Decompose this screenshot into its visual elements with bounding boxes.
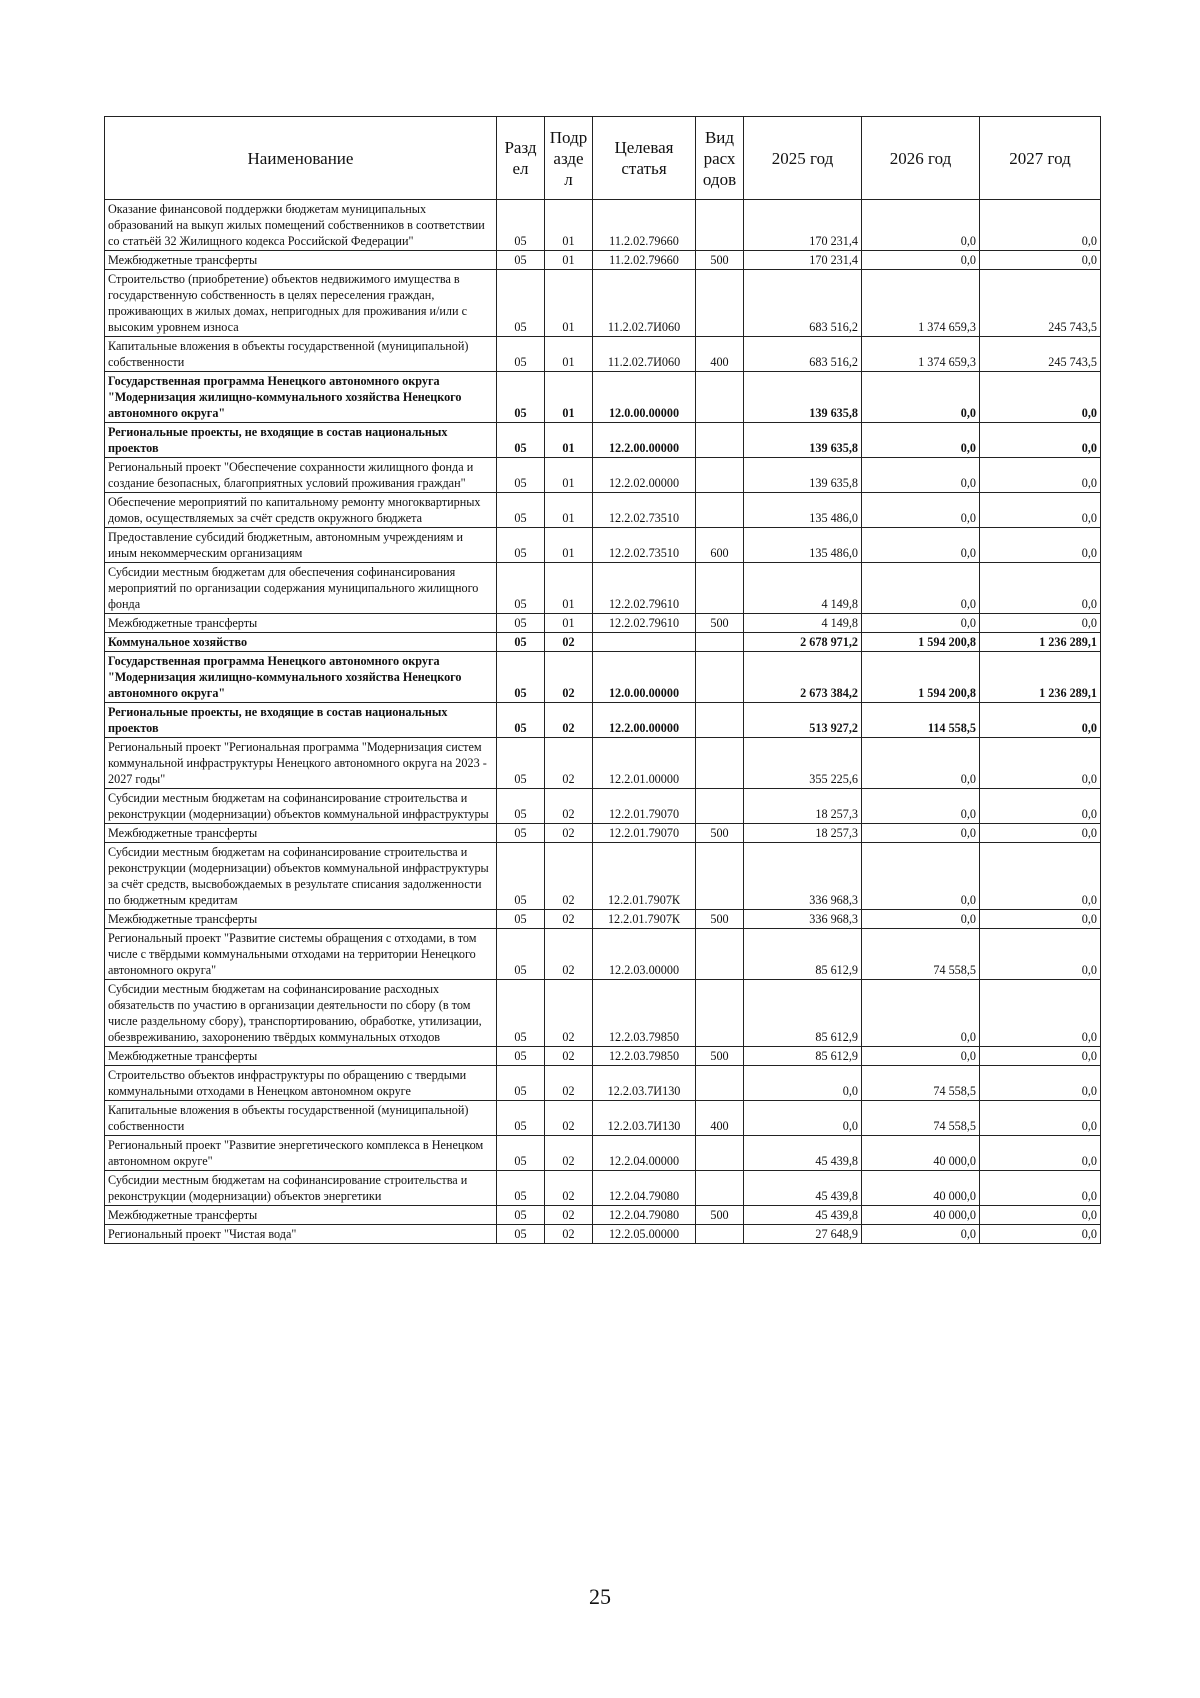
cell-target-article: 12.2.03.00000 (593, 929, 696, 980)
cell-year-2025: 45 439,8 (744, 1206, 862, 1225)
cell-target-article: 12.2.03.79850 (593, 980, 696, 1047)
cell-target-article: 12.2.02.79610 (593, 614, 696, 633)
header-year-2027: 2027 год (980, 117, 1101, 200)
table-row (105, 633, 1101, 652)
table-row (105, 980, 1101, 1047)
cell-expense-type (696, 423, 744, 458)
cell-razdel: 05 (497, 789, 545, 824)
table-row (105, 372, 1101, 423)
cell-year-2026: 0,0 (862, 614, 980, 633)
table-row (105, 1066, 1101, 1101)
cell-name: Строительство (приобретение) объектов недвижимого имущества в государственную собственность в целях переселения граждан, проживающих в жилых домах, непригодных для проживания и/или с высоким уровнем износа (105, 270, 497, 337)
cell-expense-type (696, 843, 744, 910)
cell-name: Межбюджетные трансферты (105, 251, 497, 270)
cell-year-2026: 74 558,5 (862, 1066, 980, 1101)
cell-name: Региональные проекты, не входящие в состав национальных проектов (105, 423, 497, 458)
cell-year-2025: 0,0 (744, 1101, 862, 1136)
cell-year-2025: 139 635,8 (744, 423, 862, 458)
cell-expense-type: 500 (696, 824, 744, 843)
cell-name: Субсидии местным бюджетам для обеспечения софинансирования мероприятий по организации содержания муниципального жилищного фонда (105, 563, 497, 614)
table-row (105, 563, 1101, 614)
table-row (105, 614, 1101, 633)
cell-year-2027: 0,0 (980, 493, 1101, 528)
cell-year-2027: 0,0 (980, 910, 1101, 929)
cell-year-2025: 336 968,3 (744, 910, 862, 929)
cell-year-2026: 40 000,0 (862, 1206, 980, 1225)
cell-year-2026: 0,0 (862, 493, 980, 528)
cell-podrazdel: 02 (545, 738, 593, 789)
cell-year-2027: 0,0 (980, 458, 1101, 493)
cell-year-2026: 0,0 (862, 423, 980, 458)
cell-year-2027: 0,0 (980, 738, 1101, 789)
cell-razdel: 05 (497, 1136, 545, 1171)
cell-razdel: 05 (497, 372, 545, 423)
cell-year-2025: 2 673 384,2 (744, 652, 862, 703)
cell-target-article: 11.2.02.79660 (593, 200, 696, 251)
header-year-2026: 2026 год (862, 117, 980, 200)
cell-podrazdel: 01 (545, 337, 593, 372)
cell-expense-type: 500 (696, 251, 744, 270)
cell-podrazdel: 01 (545, 251, 593, 270)
cell-razdel: 05 (497, 563, 545, 614)
cell-podrazdel: 02 (545, 1225, 593, 1244)
cell-year-2026: 0,0 (862, 1047, 980, 1066)
cell-name: Предоставление субсидий бюджетным, автономным учреждениям и иным некоммерческим организациям (105, 528, 497, 563)
cell-year-2027: 0,0 (980, 200, 1101, 251)
cell-year-2025: 336 968,3 (744, 843, 862, 910)
table-row (105, 824, 1101, 843)
table-row (105, 789, 1101, 824)
page-number: 25 (589, 1584, 611, 1609)
cell-year-2025: 135 486,0 (744, 528, 862, 563)
table-row (105, 200, 1101, 251)
cell-year-2027: 0,0 (980, 1101, 1101, 1136)
cell-target-article: 12.2.01.79070 (593, 789, 696, 824)
cell-target-article: 11.2.02.7И060 (593, 270, 696, 337)
table-row (105, 652, 1101, 703)
cell-target-article: 11.2.02.7И060 (593, 337, 696, 372)
table-row (105, 1206, 1101, 1225)
cell-year-2026: 0,0 (862, 563, 980, 614)
cell-expense-type (696, 458, 744, 493)
cell-name: Капитальные вложения в объекты государственной (муниципальной) собственности (105, 1101, 497, 1136)
cell-podrazdel: 01 (545, 614, 593, 633)
cell-expense-type (696, 372, 744, 423)
table-row (105, 1171, 1101, 1206)
cell-razdel: 05 (497, 1047, 545, 1066)
cell-year-2027: 0,0 (980, 843, 1101, 910)
cell-target-article: 12.2.03.79850 (593, 1047, 696, 1066)
cell-name: Коммунальное хозяйство (105, 633, 497, 652)
cell-podrazdel: 02 (545, 633, 593, 652)
table-row (105, 423, 1101, 458)
cell-target-article (593, 633, 696, 652)
cell-target-article: 12.2.02.00000 (593, 458, 696, 493)
cell-year-2026: 40 000,0 (862, 1136, 980, 1171)
table-row (105, 337, 1101, 372)
cell-name: Межбюджетные трансферты (105, 614, 497, 633)
cell-razdel: 05 (497, 738, 545, 789)
cell-expense-type (696, 633, 744, 652)
cell-expense-type (696, 1066, 744, 1101)
cell-target-article: 12.2.01.79070 (593, 824, 696, 843)
cell-expense-type: 400 (696, 337, 744, 372)
cell-razdel: 05 (497, 423, 545, 458)
cell-year-2026: 0,0 (862, 200, 980, 251)
cell-name: Государственная программа Ненецкого автономного округа "Модернизация жилищно-коммунального хозяйства Ненецкого автономного округа" (105, 372, 497, 423)
header-name: Наименование (105, 117, 497, 200)
cell-podrazdel: 02 (545, 929, 593, 980)
cell-expense-type (696, 929, 744, 980)
cell-year-2027: 0,0 (980, 528, 1101, 563)
cell-name: Региональный проект "Региональная программа "Модернизация систем коммунальной инфраструктуры Ненецкого автономного округа на 2023 - 2027 годы" (105, 738, 497, 789)
cell-year-2027: 0,0 (980, 423, 1101, 458)
header-podrazdel: Подр азде л (545, 117, 593, 200)
cell-year-2027: 1 236 289,1 (980, 652, 1101, 703)
cell-year-2027: 1 236 289,1 (980, 633, 1101, 652)
cell-razdel: 05 (497, 493, 545, 528)
cell-year-2026: 0,0 (862, 372, 980, 423)
cell-target-article: 12.2.04.00000 (593, 1136, 696, 1171)
cell-expense-type (696, 703, 744, 738)
cell-year-2027: 0,0 (980, 614, 1101, 633)
cell-expense-type (696, 493, 744, 528)
cell-razdel: 05 (497, 980, 545, 1047)
cell-year-2025: 683 516,2 (744, 337, 862, 372)
cell-year-2025: 139 635,8 (744, 372, 862, 423)
cell-year-2026: 0,0 (862, 789, 980, 824)
cell-target-article: 11.2.02.79660 (593, 251, 696, 270)
budget-table-container (104, 116, 1100, 1244)
cell-podrazdel: 02 (545, 1136, 593, 1171)
table-row (105, 1225, 1101, 1244)
cell-expense-type: 400 (696, 1101, 744, 1136)
cell-expense-type (696, 563, 744, 614)
cell-year-2026: 1 594 200,8 (862, 633, 980, 652)
cell-year-2026: 0,0 (862, 824, 980, 843)
cell-year-2026: 0,0 (862, 528, 980, 563)
cell-target-article: 12.2.04.79080 (593, 1171, 696, 1206)
cell-name: Капитальные вложения в объекты государственной (муниципальной) собственности (105, 337, 497, 372)
cell-podrazdel: 02 (545, 824, 593, 843)
cell-expense-type: 500 (696, 1047, 744, 1066)
cell-year-2025: 85 612,9 (744, 1047, 862, 1066)
cell-razdel: 05 (497, 929, 545, 980)
cell-target-article: 12.2.02.73510 (593, 528, 696, 563)
cell-razdel: 05 (497, 910, 545, 929)
cell-year-2026: 74 558,5 (862, 929, 980, 980)
cell-podrazdel: 02 (545, 1171, 593, 1206)
cell-expense-type: 500 (696, 1206, 744, 1225)
table-row (105, 270, 1101, 337)
cell-year-2027: 0,0 (980, 372, 1101, 423)
cell-podrazdel: 01 (545, 528, 593, 563)
cell-target-article: 12.2.01.00000 (593, 738, 696, 789)
cell-expense-type (696, 789, 744, 824)
cell-podrazdel: 02 (545, 652, 593, 703)
cell-year-2025: 45 439,8 (744, 1171, 862, 1206)
cell-name: Государственная программа Ненецкого автономного округа "Модернизация жилищно-коммунального хозяйства Ненецкого автономного округа" (105, 652, 497, 703)
cell-razdel: 05 (497, 1171, 545, 1206)
cell-razdel: 05 (497, 614, 545, 633)
cell-podrazdel: 02 (545, 980, 593, 1047)
cell-podrazdel: 01 (545, 270, 593, 337)
cell-expense-type: 500 (696, 910, 744, 929)
cell-podrazdel: 02 (545, 910, 593, 929)
cell-year-2025: 4 149,8 (744, 563, 862, 614)
cell-expense-type: 600 (696, 528, 744, 563)
table-row (105, 843, 1101, 910)
cell-razdel: 05 (497, 270, 545, 337)
table-row (105, 528, 1101, 563)
cell-razdel: 05 (497, 633, 545, 652)
cell-razdel: 05 (497, 703, 545, 738)
cell-year-2027: 0,0 (980, 789, 1101, 824)
cell-year-2025: 18 257,3 (744, 789, 862, 824)
cell-name: Региональный проект "Развитие энергетического комплекса в Ненецком автономном округе" (105, 1136, 497, 1171)
table-row (105, 910, 1101, 929)
cell-year-2025: 18 257,3 (744, 824, 862, 843)
budget-table (104, 116, 1101, 1244)
table-row (105, 738, 1101, 789)
cell-podrazdel: 02 (545, 789, 593, 824)
cell-expense-type (696, 652, 744, 703)
table-row (105, 1101, 1101, 1136)
cell-name: Субсидии местным бюджетам на софинансирование расходных обязательств по участию в организации деятельности по сбору (в том числе раздельному сбору), транспортированию, обработке, утилизации, обезвреживанию, захоронению твёрдых коммунальных отходов (105, 980, 497, 1047)
cell-name: Региональный проект "Чистая вода" (105, 1225, 497, 1244)
cell-year-2026: 0,0 (862, 1225, 980, 1244)
cell-year-2027: 245 743,5 (980, 270, 1101, 337)
cell-podrazdel: 02 (545, 703, 593, 738)
cell-target-article: 12.2.03.7И130 (593, 1101, 696, 1136)
cell-name: Региональные проекты, не входящие в состав национальных проектов (105, 703, 497, 738)
cell-name: Обеспечение мероприятий по капитальному ремонту многоквартирных домов, осуществляемых за счёт средств окружного бюджета (105, 493, 497, 528)
cell-year-2025: 355 225,6 (744, 738, 862, 789)
cell-year-2027: 0,0 (980, 929, 1101, 980)
cell-razdel: 05 (497, 200, 545, 251)
table-row (105, 1136, 1101, 1171)
cell-razdel: 05 (497, 528, 545, 563)
cell-year-2025: 683 516,2 (744, 270, 862, 337)
cell-target-article: 12.2.00.00000 (593, 423, 696, 458)
cell-year-2027: 0,0 (980, 1225, 1101, 1244)
cell-year-2027: 0,0 (980, 1136, 1101, 1171)
cell-name: Региональный проект "Развитие системы обращения с отходами, в том числе с твёрдыми коммунальными отходами на территории Ненецкого автономного округа" (105, 929, 497, 980)
cell-podrazdel: 02 (545, 1101, 593, 1136)
cell-year-2027: 245 743,5 (980, 337, 1101, 372)
cell-podrazdel: 02 (545, 1047, 593, 1066)
cell-name: Строительство объектов инфраструктуры по обращению с твердыми коммунальными отходами в Ненецком автономном округе (105, 1066, 497, 1101)
cell-year-2026: 0,0 (862, 980, 980, 1047)
cell-expense-type (696, 980, 744, 1047)
cell-razdel: 05 (497, 337, 545, 372)
table-row (105, 493, 1101, 528)
cell-year-2025: 4 149,8 (744, 614, 862, 633)
cell-name: Субсидии местным бюджетам на софинансирование строительства и реконструкции (модернизации) объектов коммунальной инфраструктуры за счёт средств, высвобождаемых в результате списания задолженности по бюджетным кредитам (105, 843, 497, 910)
cell-year-2027: 0,0 (980, 824, 1101, 843)
cell-razdel: 05 (497, 1225, 545, 1244)
cell-podrazdel: 01 (545, 372, 593, 423)
cell-year-2027: 0,0 (980, 1206, 1101, 1225)
cell-year-2025: 2 678 971,2 (744, 633, 862, 652)
cell-name: Оказание финансовой поддержки бюджетам муниципальных образований на выкуп жилых помещений собственников в соответствии со статьёй 32 Жилищного кодекса Российской Федерации" (105, 200, 497, 251)
cell-year-2025: 0,0 (744, 1066, 862, 1101)
cell-name: Субсидии местным бюджетам на софинансирование строительства и реконструкции (модернизации) объектов энергетики (105, 1171, 497, 1206)
cell-podrazdel: 02 (545, 1206, 593, 1225)
cell-year-2025: 139 635,8 (744, 458, 862, 493)
cell-year-2026: 40 000,0 (862, 1171, 980, 1206)
cell-podrazdel: 01 (545, 458, 593, 493)
header-expense-type: Вид расх одов (696, 117, 744, 200)
cell-target-article: 12.2.04.79080 (593, 1206, 696, 1225)
cell-expense-type (696, 1225, 744, 1244)
cell-year-2027: 0,0 (980, 1047, 1101, 1066)
cell-year-2026: 0,0 (862, 738, 980, 789)
header-year-2025: 2025 год (744, 117, 862, 200)
cell-expense-type (696, 270, 744, 337)
cell-year-2025: 85 612,9 (744, 929, 862, 980)
cell-year-2026: 0,0 (862, 843, 980, 910)
cell-year-2027: 0,0 (980, 251, 1101, 270)
cell-name: Межбюджетные трансферты (105, 1206, 497, 1225)
table-row (105, 929, 1101, 980)
table-header-row (105, 117, 1101, 200)
cell-target-article: 12.2.00.00000 (593, 703, 696, 738)
cell-year-2025: 170 231,4 (744, 251, 862, 270)
cell-year-2026: 1 374 659,3 (862, 337, 980, 372)
cell-target-article: 12.2.05.00000 (593, 1225, 696, 1244)
cell-razdel: 05 (497, 251, 545, 270)
cell-year-2026: 0,0 (862, 910, 980, 929)
cell-expense-type: 500 (696, 614, 744, 633)
cell-expense-type (696, 1136, 744, 1171)
cell-podrazdel: 02 (545, 843, 593, 910)
cell-expense-type (696, 738, 744, 789)
cell-razdel: 05 (497, 1066, 545, 1101)
cell-year-2026: 0,0 (862, 251, 980, 270)
cell-year-2026: 114 558,5 (862, 703, 980, 738)
cell-year-2025: 513 927,2 (744, 703, 862, 738)
cell-year-2026: 1 374 659,3 (862, 270, 980, 337)
table-row (105, 458, 1101, 493)
cell-expense-type (696, 1171, 744, 1206)
cell-razdel: 05 (497, 843, 545, 910)
cell-name: Межбюджетные трансферты (105, 824, 497, 843)
cell-year-2026: 74 558,5 (862, 1101, 980, 1136)
cell-target-article: 12.0.00.00000 (593, 652, 696, 703)
cell-year-2027: 0,0 (980, 980, 1101, 1047)
cell-name: Межбюджетные трансферты (105, 1047, 497, 1066)
cell-target-article: 12.2.02.79610 (593, 563, 696, 614)
table-body (105, 200, 1101, 1244)
cell-target-article: 12.2.03.7И130 (593, 1066, 696, 1101)
table-row (105, 1047, 1101, 1066)
header-razdel: Разд ел (497, 117, 545, 200)
table-row (105, 703, 1101, 738)
cell-year-2027: 0,0 (980, 1171, 1101, 1206)
cell-target-article: 12.0.00.00000 (593, 372, 696, 423)
cell-year-2027: 0,0 (980, 563, 1101, 614)
cell-target-article: 12.2.01.7907К (593, 843, 696, 910)
cell-target-article: 12.2.01.7907К (593, 910, 696, 929)
cell-razdel: 05 (497, 1101, 545, 1136)
cell-expense-type (696, 200, 744, 251)
cell-name: Субсидии местным бюджетам на софинансирование строительства и реконструкции (модернизации) объектов коммунальной инфраструктуры (105, 789, 497, 824)
cell-razdel: 05 (497, 824, 545, 843)
cell-podrazdel: 01 (545, 200, 593, 251)
cell-year-2026: 1 594 200,8 (862, 652, 980, 703)
cell-year-2026: 0,0 (862, 458, 980, 493)
cell-name: Межбюджетные трансферты (105, 910, 497, 929)
cell-podrazdel: 01 (545, 493, 593, 528)
cell-name: Региональный проект "Обеспечение сохранности жилищного фонда и создание безопасных, благоприятных условий проживания граждан" (105, 458, 497, 493)
cell-podrazdel: 01 (545, 423, 593, 458)
cell-razdel: 05 (497, 458, 545, 493)
cell-year-2025: 170 231,4 (744, 200, 862, 251)
cell-year-2027: 0,0 (980, 703, 1101, 738)
header-target-article: Целевая статья (593, 117, 696, 200)
cell-year-2025: 135 486,0 (744, 493, 862, 528)
cell-razdel: 05 (497, 1206, 545, 1225)
cell-podrazdel: 01 (545, 563, 593, 614)
cell-year-2025: 45 439,8 (744, 1136, 862, 1171)
cell-year-2025: 85 612,9 (744, 980, 862, 1047)
cell-razdel: 05 (497, 652, 545, 703)
cell-year-2025: 27 648,9 (744, 1225, 862, 1244)
cell-podrazdel: 02 (545, 1066, 593, 1101)
cell-target-article: 12.2.02.73510 (593, 493, 696, 528)
cell-year-2027: 0,0 (980, 1066, 1101, 1101)
table-row (105, 251, 1101, 270)
